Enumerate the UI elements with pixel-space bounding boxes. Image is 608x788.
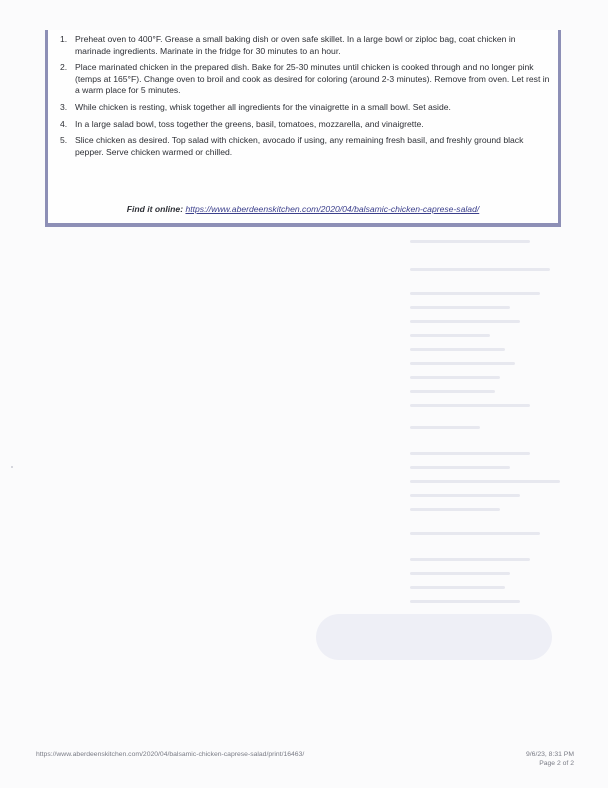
instruction-step <box>60 119 550 131</box>
step-text: Slice chicken as desired. Top salad with chicken, avocado if using, any remaining fresh basil, and freshly ground black pepper. Serve chicken warmed or chilled. <box>75 135 524 157</box>
find-it-online <box>48 204 558 214</box>
print-meta <box>526 750 574 768</box>
instructions-card <box>45 30 561 227</box>
instruction-step <box>60 135 550 158</box>
step-text: While chicken is resting, whisk together all ingredients for the vinaigrette in a small bowl. Set aside. <box>75 101 451 112</box>
step-number: 3. <box>60 101 68 112</box>
find-online-label: Find it online: <box>126 204 184 214</box>
recipe-url-link[interactable]: https://www.aberdeenskitchen.com/2020/04/balsamic-chicken-caprese-salad/ <box>185 204 480 214</box>
step-text: In a large salad bowl, toss together the greens, basil, tomatoes, mozzarella, and vinaigrette. <box>75 118 424 129</box>
step-number: 1. <box>60 34 68 44</box>
step-text: Place marinated chicken in the prepared dish. Bake for 25-30 minutes until chicken is cooked through and no longer pink (temps at 165°F). Change oven to broil and cook as desired for coloring (around 2-3 minutes). Remove from oven. Let rest in a warm place for 5 minutes. <box>75 62 550 96</box>
print-url: https://www.aberdeenskitchen.com/2020/04/balsamic-chicken-caprese-salad/print/16463/ <box>36 751 305 758</box>
step-number: 2. <box>60 62 68 73</box>
instructions-list <box>60 34 550 163</box>
step-number: 4. <box>60 118 68 129</box>
print-datetime: 9/6/23, 8:31 PM <box>526 751 574 758</box>
instruction-step <box>60 62 550 97</box>
page-number: Page 2 of 2 <box>539 760 574 767</box>
instruction-step <box>60 34 550 57</box>
instruction-step <box>60 102 550 114</box>
step-number: 5. <box>60 135 68 146</box>
step-text: Preheat oven to 400°F. Grease a small baking dish or oven safe skillet. In a large bowl or ziploc bag, coat chicken in marinade ingredients. Marinate in the fridge for 30 minutes to an hour. <box>75 34 516 56</box>
scan-speck <box>11 466 13 468</box>
